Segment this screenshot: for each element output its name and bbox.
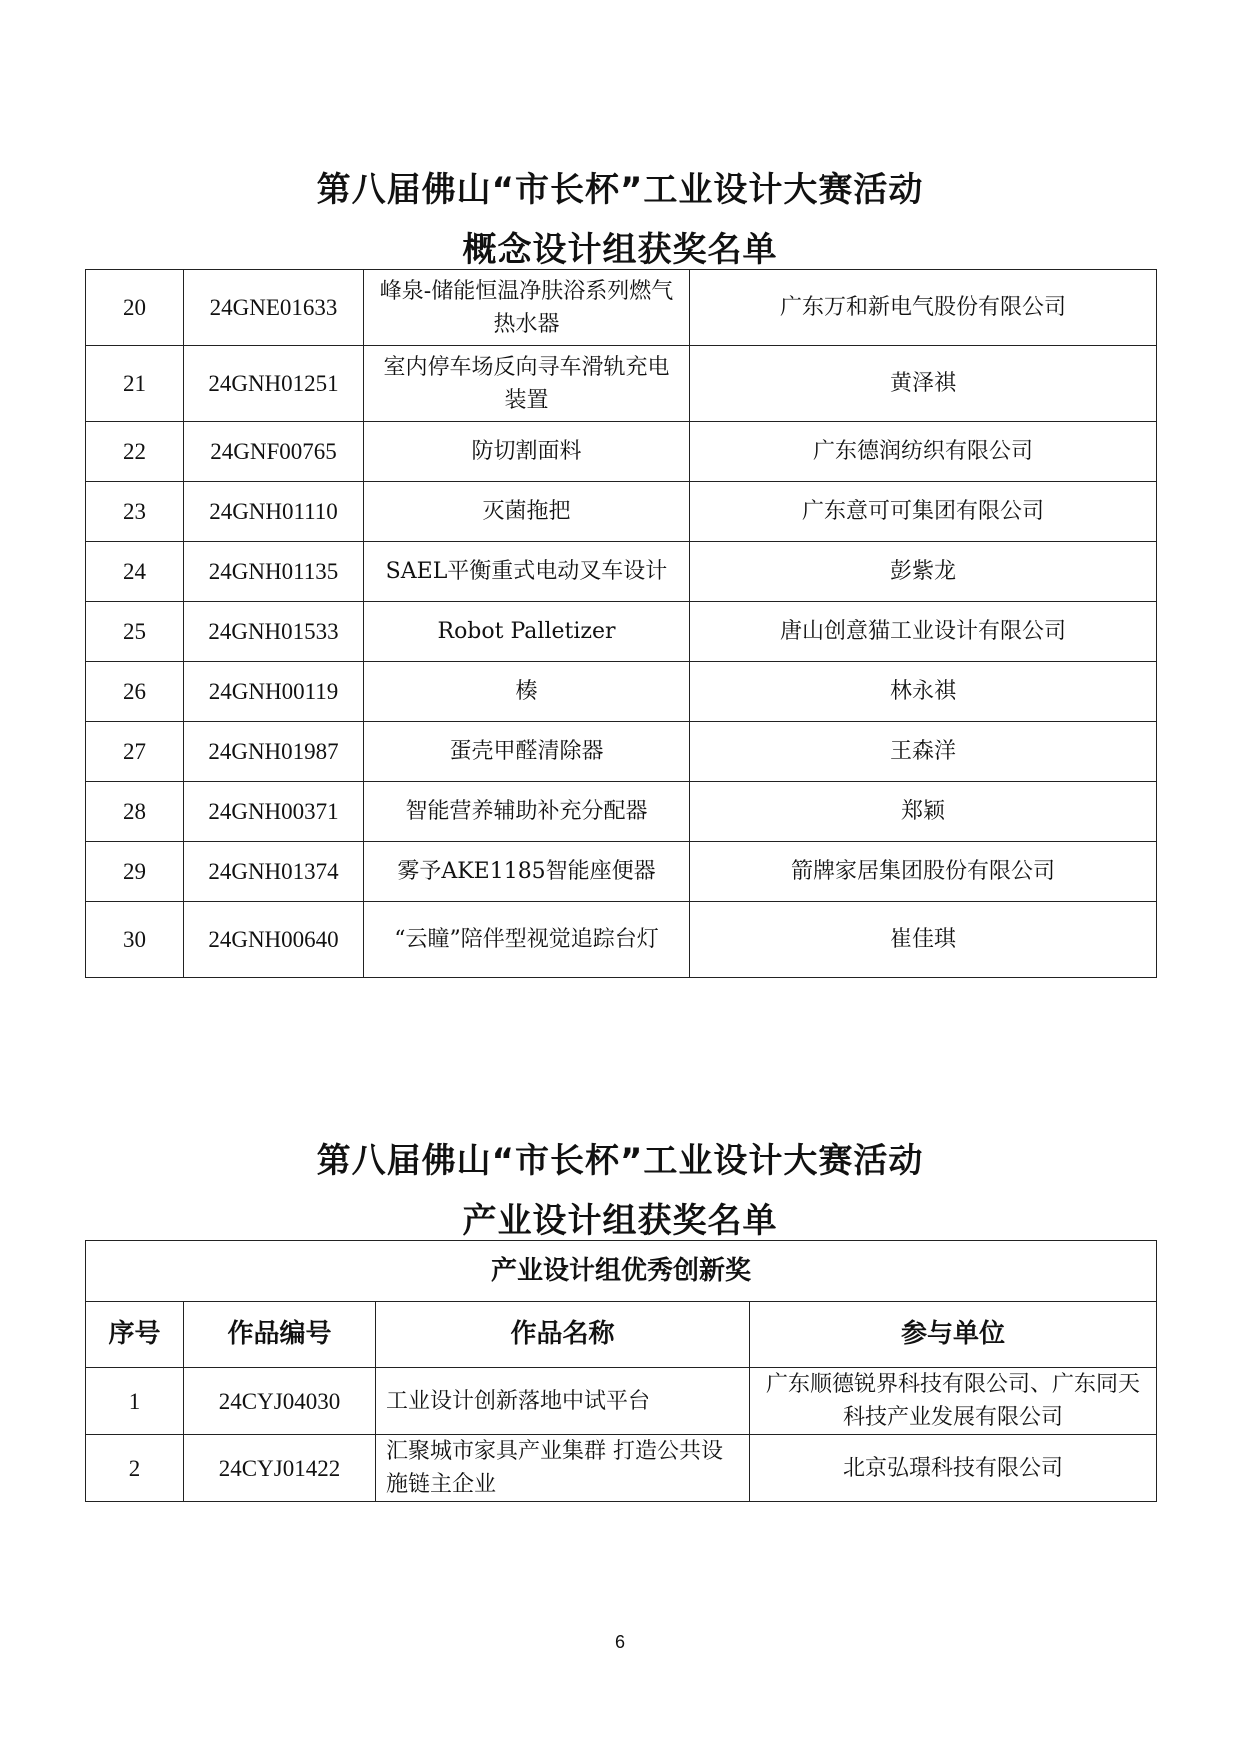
participant: 广东顺德锐界科技有限公司、广东同天科技产业发展有限公司 <box>750 1368 1157 1435</box>
work-name: 峰泉-储能恒温净肤浴系列燃气热水器 <box>364 270 690 346</box>
table-row <box>86 1435 1157 1502</box>
row-number: 1 <box>86 1368 184 1435</box>
table-row <box>86 542 1157 602</box>
table-row <box>86 346 1157 422</box>
work-name: 室内停车场反向寻车滑轨充电装置 <box>364 346 690 422</box>
industry-design-award-table <box>85 1240 1157 1502</box>
work-name: 蛋壳甲醛清除器 <box>364 722 690 782</box>
row-number: 25 <box>86 602 184 662</box>
work-code: 24GNH01374 <box>184 842 364 902</box>
work-name: Robot Palletizer <box>364 602 690 662</box>
header-name: 作品名称 <box>376 1302 750 1368</box>
header-row <box>86 1302 1157 1368</box>
table-row <box>86 1368 1157 1435</box>
row-number: 20 <box>86 270 184 346</box>
work-name: SAEL平衡重式电动叉车设计 <box>364 542 690 602</box>
work-name: 汇聚城市家具产业集群 打造公共设施链主企业 <box>376 1435 750 1502</box>
work-code: 24GNH00119 <box>184 662 364 722</box>
row-number: 21 <box>86 346 184 422</box>
work-code: 24GNH01251 <box>184 346 364 422</box>
participant: 广东意可可集团有限公司 <box>690 482 1157 542</box>
section2-title-line2: 产业设计组获奖名单 <box>462 1201 778 1241</box>
work-code: 24GNE01633 <box>184 270 364 346</box>
work-name: “云瞳”陪伴型视觉追踪台灯 <box>364 902 690 978</box>
work-name: 雾予AKE1185智能座便器 <box>364 842 690 902</box>
table-row <box>86 662 1157 722</box>
work-code: 24GNH01110 <box>184 482 364 542</box>
participant: 广东德润纺织有限公司 <box>690 422 1157 482</box>
section1-title-line2: 概念设计组获奖名单 <box>462 230 778 270</box>
award-category: 产业设计组优秀创新奖 <box>86 1241 1157 1302</box>
work-code: 24GNH00640 <box>184 902 364 978</box>
table-row <box>86 270 1157 346</box>
work-name: 灭菌拖把 <box>364 482 690 542</box>
work-code: 24GNH00371 <box>184 782 364 842</box>
header-code: 作品编号 <box>184 1302 376 1368</box>
table-row <box>86 782 1157 842</box>
table-row <box>86 722 1157 782</box>
participant: 郑颖 <box>690 782 1157 842</box>
row-number: 23 <box>86 482 184 542</box>
participant: 彭紫龙 <box>690 542 1157 602</box>
participant: 北京弘璟科技有限公司 <box>750 1435 1157 1502</box>
category-row <box>86 1241 1157 1302</box>
row-number: 24 <box>86 542 184 602</box>
table-row <box>86 422 1157 482</box>
row-number: 27 <box>86 722 184 782</box>
work-name: 楱 <box>364 662 690 722</box>
work-name: 智能营养辅助补充分配器 <box>364 782 690 842</box>
header-number: 序号 <box>86 1302 184 1368</box>
page-number: 6 <box>614 1632 625 1652</box>
concept-design-award-table <box>85 269 1157 978</box>
table-row <box>86 902 1157 978</box>
row-number: 29 <box>86 842 184 902</box>
participant: 黄泽祺 <box>690 346 1157 422</box>
work-code: 24CYJ04030 <box>184 1368 376 1435</box>
work-code: 24GNF00765 <box>184 422 364 482</box>
row-number: 2 <box>86 1435 184 1502</box>
section1-title-line1: 第八届佛山“市长杯”工业设计大赛活动 <box>316 170 924 210</box>
row-number: 22 <box>86 422 184 482</box>
header-org: 参与单位 <box>750 1302 1157 1368</box>
work-name: 工业设计创新落地中试平台 <box>376 1368 750 1435</box>
work-code: 24GNH01533 <box>184 602 364 662</box>
row-number: 30 <box>86 902 184 978</box>
row-number: 28 <box>86 782 184 842</box>
participant: 林永祺 <box>690 662 1157 722</box>
work-code: 24CYJ01422 <box>184 1435 376 1502</box>
participant: 王森洋 <box>690 722 1157 782</box>
table-row <box>86 482 1157 542</box>
table-row <box>86 842 1157 902</box>
participant: 广东万和新电气股份有限公司 <box>690 270 1157 346</box>
table-row <box>86 602 1157 662</box>
participant: 唐山创意猫工业设计有限公司 <box>690 602 1157 662</box>
section2-title-line1: 第八届佛山“市长杯”工业设计大赛活动 <box>316 1141 924 1181</box>
row-number: 26 <box>86 662 184 722</box>
participant: 箭牌家居集团股份有限公司 <box>690 842 1157 902</box>
work-code: 24GNH01135 <box>184 542 364 602</box>
work-code: 24GNH01987 <box>184 722 364 782</box>
work-name: 防切割面料 <box>364 422 690 482</box>
participant: 崔佳琪 <box>690 902 1157 978</box>
